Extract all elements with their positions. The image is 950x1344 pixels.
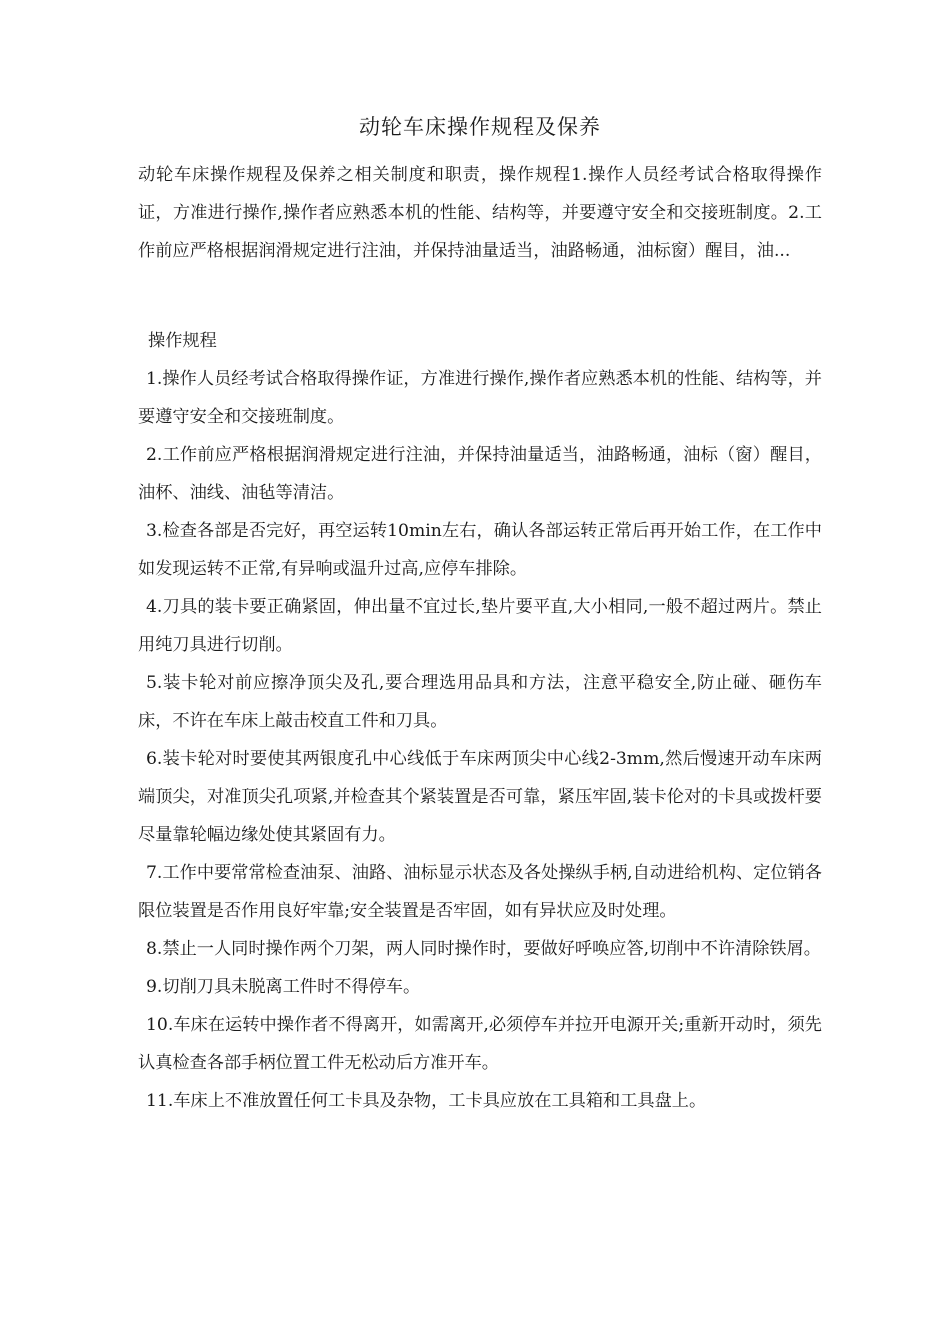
document-summary: 动轮车床操作规程及保养之相关制度和职责，操作规程1.操作人员经考试合格取得操作证，方准进行操作,操作者应熟悉本机的性能、结构等，并要遵守安全和交接班制度。2.工作前应严格根据润滑规定进行注油，并保持油量适当，油路畅通，油标窗）醒目，油... [138, 165, 822, 261]
rules-list [138, 360, 822, 1120]
rule-item-9: 9.切削刀具未脱离工件时不得停车。 [146, 977, 421, 997]
rule-item-1: 1.操作人员经考试合格取得操作证，方准进行操作,操作者应熟悉本机的性能、结构等，并要遵守安全和交接班制度。 [138, 369, 822, 427]
rule-item-6: 6.装卡轮对时要使其两银度孔中心线低于车床两顶尖中心线2-3mm,然后慢速开动车床两端顶尖，对准顶尖孔项紧,并检查其个紧装置是否可靠，紧压牢固,装卡伦对的卡具或拨杆要尽量靠轮幅边缘处使其紧固有力。 [138, 749, 822, 845]
document-title: 动轮车床操作规程及保养 [359, 115, 601, 139]
rule-item-5: 5.装卡轮对前应擦净顶尖及孔,要合理选用品具和方法，注意平稳安全,防止碰、砸伤车床，不许在车床上敲击校直工件和刀具。 [138, 673, 822, 731]
rule-item-10: 10.车床在运转中操作者不得离开，如需离开,必须停车并拉开电源开关;重新开动时，须先认真检查各部手柄位置工件无松动后方准开车。 [138, 1015, 822, 1073]
rule-item-2: 2.工作前应严格根据润滑规定进行注油，并保持油量适当，油路畅通，油标（窗）醒目，油杯、油线、油毡等清洁。 [138, 445, 822, 503]
rule-item-11: 11.车床上不准放置任何工卡具及杂物，工卡具应放在工具箱和工具盘上。 [146, 1091, 707, 1111]
rule-item-8: 8.禁止一人同时操作两个刀架，两人同时操作时，要做好呼唤应答,切削中不许清除铁屑。 [146, 939, 821, 959]
rule-item-4: 4.刀具的装卡要正确紧固，伸出量不宜过长,垫片要平直,大小相同,一般不超过两片。禁止用纯刀具进行切削。 [138, 597, 822, 655]
rule-item-7: 7.工作中要常常检查油泵、油路、油标显示状态及各处操纵手柄,自动进给机构、定位销各限位装置是否作用良好牢靠;安全装置是否牢固，如有异状应及时处理。 [138, 863, 822, 921]
section-heading: 操作规程 [148, 331, 217, 351]
rule-item-3: 3.检查各部是否完好，再空运转10min左右，确认各部运转正常后再开始工作，在工作中如发现运转不正常,有异响或温升过高,应停车排除。 [138, 521, 822, 579]
